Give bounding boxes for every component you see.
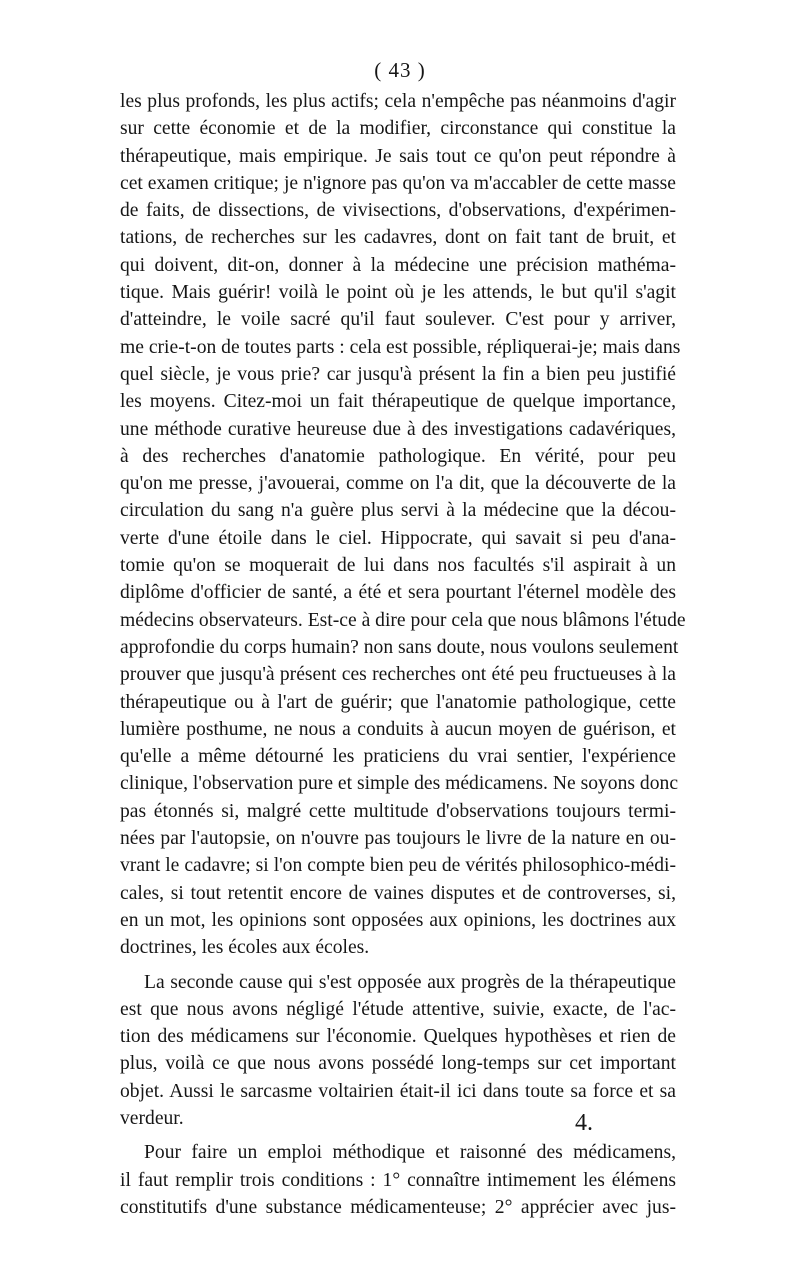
text-line: plus, voilà ce que nous avons possédé long-temps sur cet important [120,1053,676,1075]
text-line: objet. Aussi le sarcasme voltairien était-il ici dans toute sa force et sa [120,1080,676,1102]
text-line: me crie-t-on de toutes parts : cela est possible, répliquerai-je; mais dans [120,336,681,358]
text-line: une méthode curative heureuse due à des investigations cadavériques, [120,418,676,440]
text-line: tomie qu'on se moquerait de lui dans nos facultés s'il aspirait à un [120,555,676,577]
text-line: diplôme d'officier de santé, a été et sera pourtant l'éternel modèle des [120,582,676,604]
text-line: de faits, de dissections, de vivisections, d'observations, d'expérimen- [120,200,676,222]
text-line: tations, de recherches sur les cadavres, dont on fait tant de bruit, et [120,227,676,249]
text-line: quel siècle, je vous prie? car jusqu'à présent la fin a bien peu justifié [120,363,676,385]
paragraph-1 [120,88,686,962]
text-line: clinique, l'observation pure et simple des médicamens. Ne soyons donc [120,773,679,795]
text-line: prouver que jusqu'à présent ces recherches ont été peu fructueuses à la [120,664,676,686]
text-line: est que nous avons négligé l'étude attentive, suivie, exacte, de l'ac- [120,998,676,1020]
text-line: verdeur. [120,1107,184,1129]
paragraph-2 [120,969,676,1133]
text-line: Pour faire un emploi méthodique et raisonné des médicamens, [144,1142,676,1164]
text-line: qui doivent, dit-on, donner à la médecine une précision mathéma- [120,254,676,276]
paragraph-3 [120,1139,676,1221]
text-line: qu'on me presse, j'avouerai, comme on l'a dit, que la découverte de la [120,473,676,495]
page-number: ( 43 ) [374,58,426,82]
text-line: thérapeutique ou à l'art de guérir; que l'anatomie pathologique, cette [120,691,676,713]
text-line: les plus profonds, les plus actifs; cela n'empêche pas néanmoins d'agir [120,91,676,112]
text-line: médecins observateurs. Est-ce à dire pour cela que nous blâmons l'étude [120,609,686,631]
text-line: thérapeutique, mais empirique. Je sais tout ce qu'on peut répondre à [120,145,676,167]
signature-mark: 4. [575,1110,593,1136]
text-line: sur cette économie et de la modifier, circonstance qui constitue la [120,118,676,140]
text-line: doctrines, les écoles aux écoles. [120,937,370,959]
text-line: les moyens. Citez-moi un fait thérapeutique de quelque importance, [120,391,676,413]
body-text [120,88,686,1221]
text-line: cet examen critique; je n'ignore pas qu'on va m'accabler de cette masse [120,172,676,194]
text-line: vrant le cadavre; si l'on compte bien peu de vérités philosophico-médi- [120,855,676,877]
text-line: qu'elle a même détourné les praticiens du vrai sentier, l'expérience [120,746,676,768]
text-line: il faut remplir trois conditions : 1° connaître intimement les élémens [120,1169,676,1191]
text-line: cales, si tout retentit encore de vaines disputes et de controverses, si, [120,882,676,904]
text-line: verte d'une étoile dans le ciel. Hippocrate, qui savait si peu d'ana- [120,527,676,549]
text-line: tique. Mais guérir! voilà le point où je les attends, le but qu'il s'agit [120,282,676,304]
text-line: d'atteindre, le voile sacré qu'il faut soulever. C'est pour y arriver, [120,309,676,331]
text-line: nées par l'autopsie, on n'ouvre pas toujours le livre de la nature en ou- [120,828,676,850]
text-line: pas étonnés si, malgré cette multitude d'observations toujours termi- [120,800,676,822]
text-line: tion des médicamens sur l'économie. Quelques hypothèses et rien de [120,1026,676,1048]
text-line: constitutifs d'une substance médicamenteuse; 2° apprécier avec jus- [120,1196,676,1218]
text-line: La seconde cause qui s'est opposée aux progrès de la thérapeutique [144,971,676,993]
text-line: à des recherches d'anatomie pathologique. En vérité, pour peu [120,445,676,467]
text-line: approfondie du corps humain? non sans doute, nous voulons seulement [120,636,679,658]
text-line: lumière posthume, ne nous a conduits à aucun moyen de guérison, et [120,718,676,740]
text-line: en un mot, les opinions sont opposées aux opinions, les doctrines aux [120,909,676,931]
text-line: circulation du sang n'a guère plus servi à la médecine que la décou- [120,500,676,522]
